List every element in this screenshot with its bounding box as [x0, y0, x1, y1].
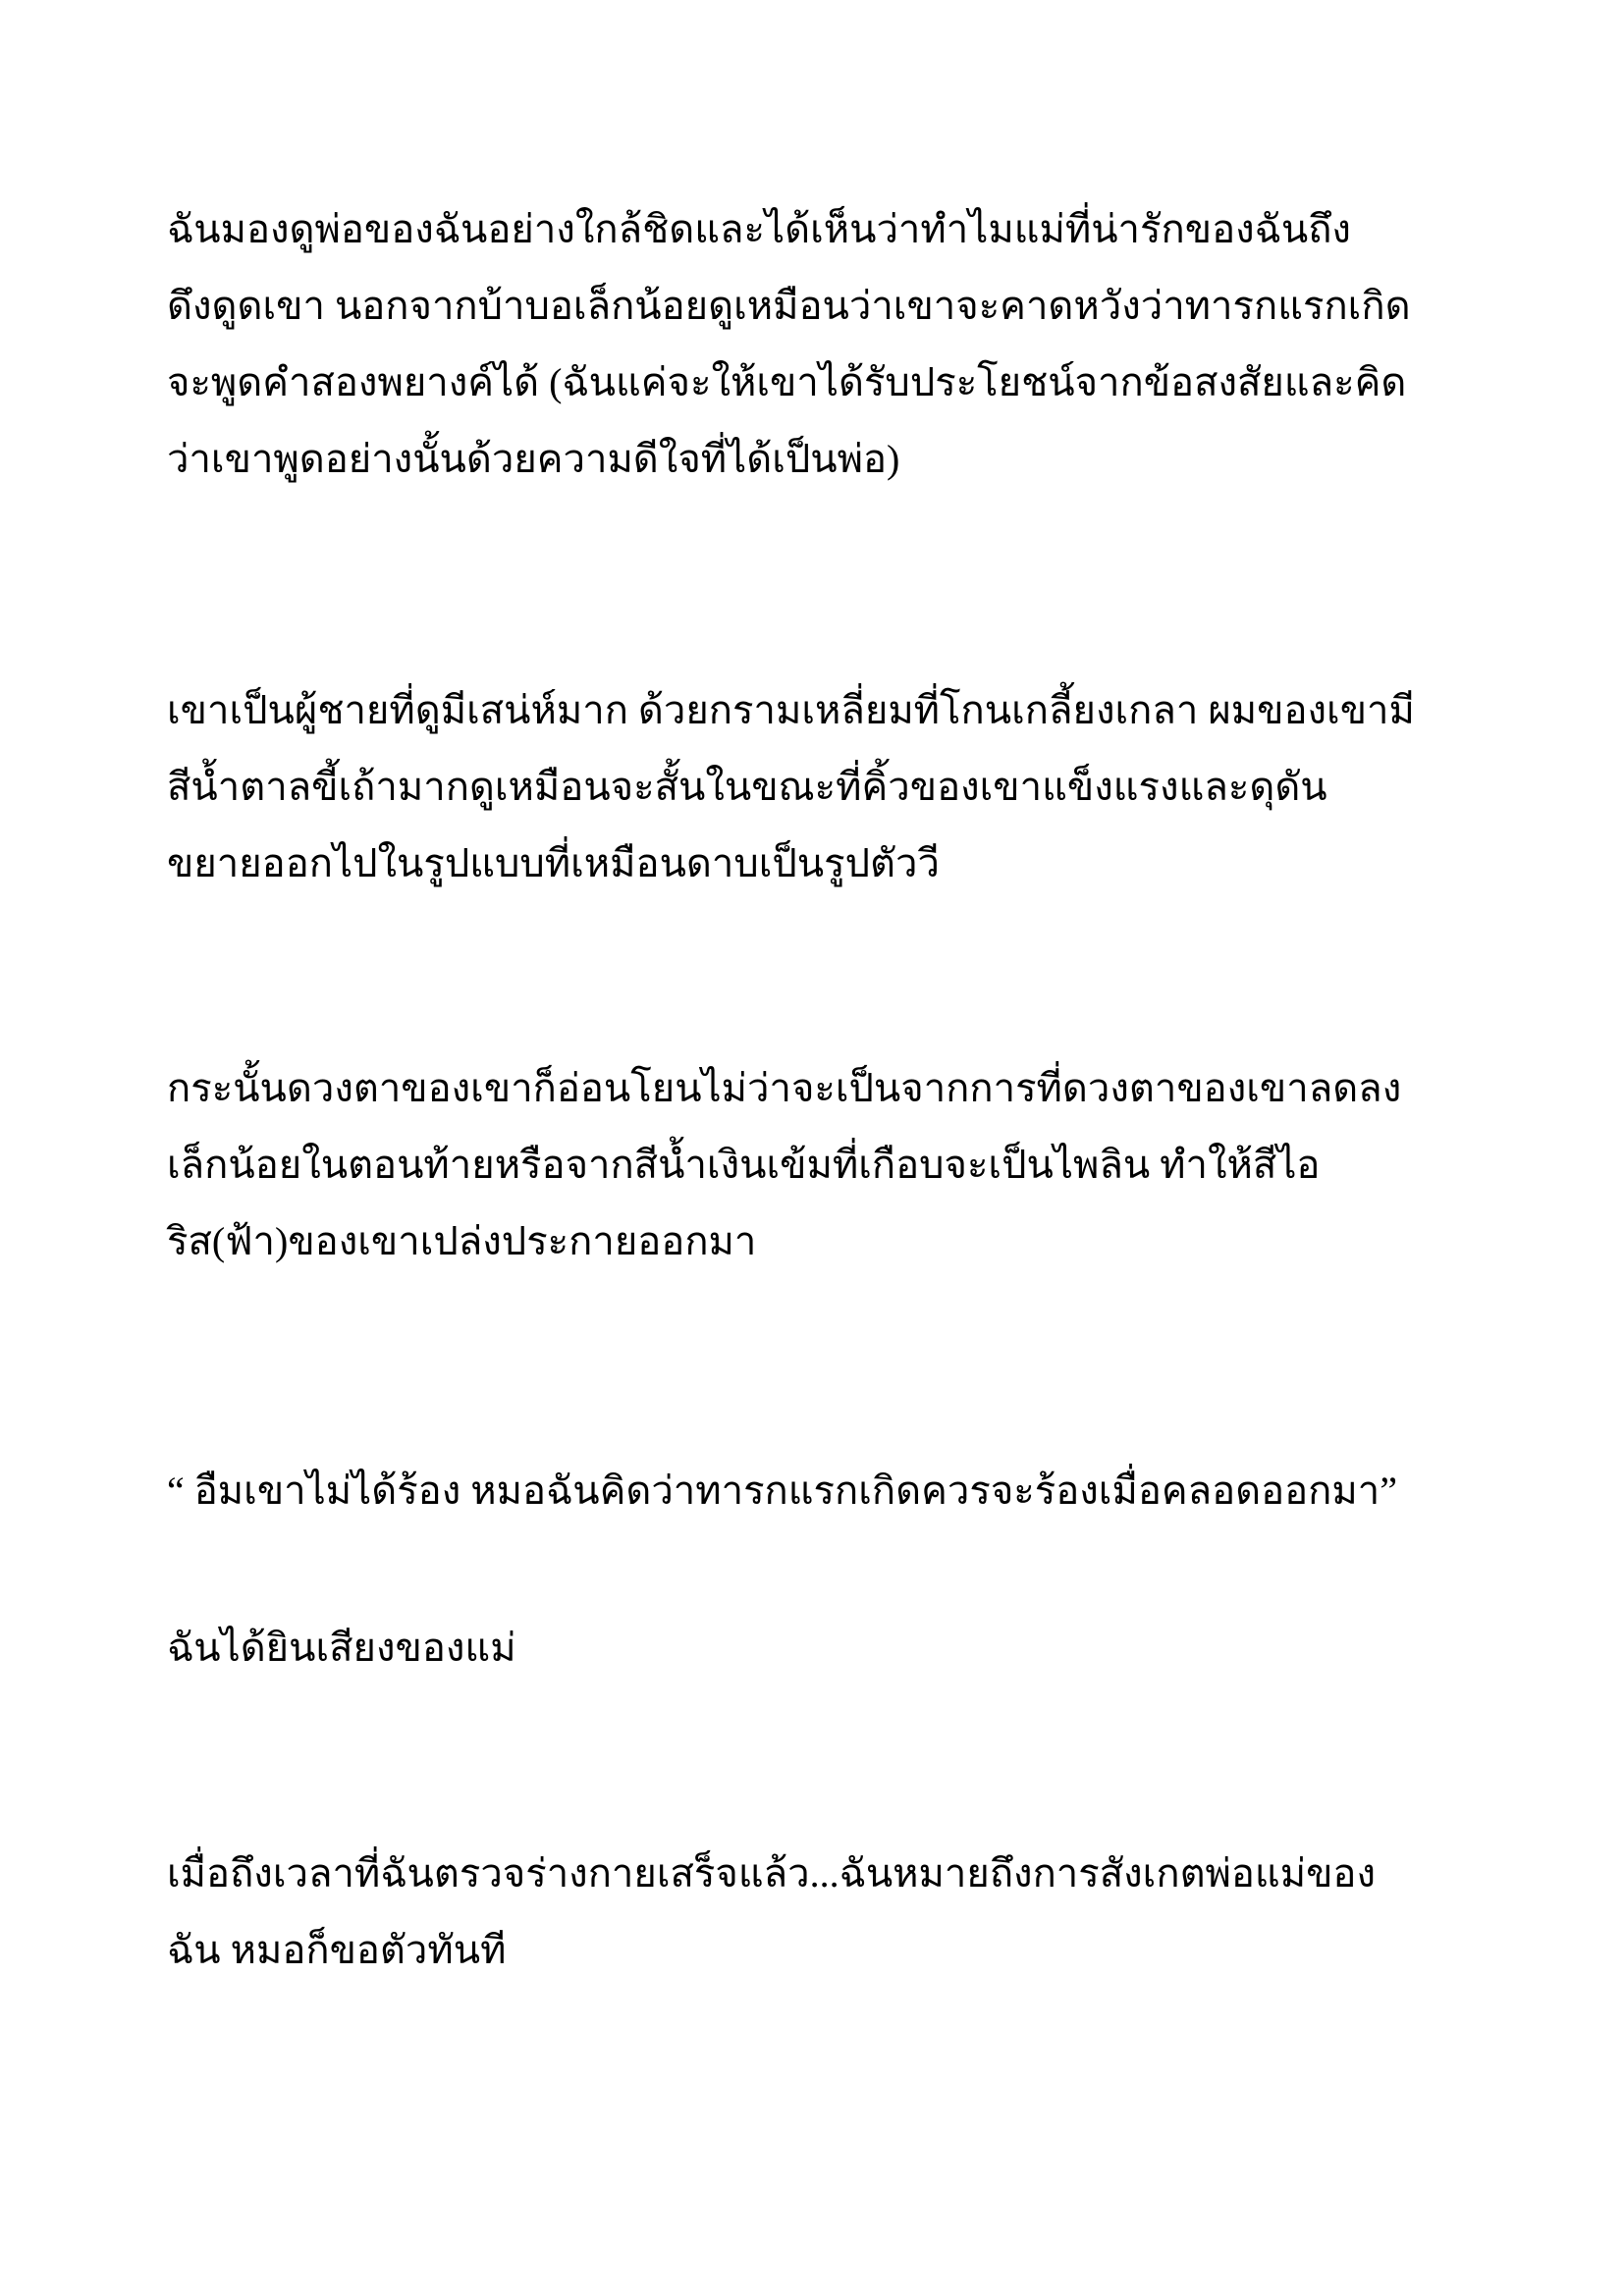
paragraph-3: กระนั้นดวงตาของเขาก็อ่อนโยนไม่ว่าจะเป็นจากการที่ดวงตาของเขาลดลงเล็กน้อยในตอนท้ายหรือจากสีน้ำเงินเข้มที่เกือบจะเป็นไพลิน ทำให้สีไอริส(ฟ้า)ของเขาเปล่งประกายออกมา [167, 1066, 1402, 1263]
paragraph-5: ฉันได้ยินเสียงของแม่ [167, 1626, 516, 1670]
paragraph-2: เขาเป็นผู้ชายที่ดูมีเสน่ห์มาก ด้วยกรามเหลี่ยมที่โกนเกลี้ยงเกลา ผมของเขามีสีน้ำตาลขี้เถ้ามากดูเหมือนจะสั้นในขณะที่คิ้วของเขาแข็งแรงและดุดันขยายออกไปในรูปแบบที่เหมือนดาบเป็นรูปตัววี [167, 688, 1415, 885]
paragraph-1: ฉันมองดูพ่อของฉันอย่างใกล้ชิดและได้เห็นว่าทำไมแม่ที่น่ารักของฉันถึงดึงดูดเขา นอกจากบ้าบอเล็กน้อยดูเหมือนว่าเขาจะคาดหวังว่าทารกแรกเกิดจะพูดคำสองพยางค์ได้ (ฉันแค่จะให้เขาได้รับประโยชน์จากข้อสงสัยและคิดว่าเขาพูดอย่างนั้นด้วยความดีใจที่ได้เป็นพ่อ) [167, 207, 1411, 481]
paragraph-4-quote: “ อืมเขาไม่ได้ร้อง หมอฉันคิดว่าทารกแรกเกิดควรจะร้องเมื่อคลอดออกมา” [167, 1468, 1397, 1513]
paragraph-6: เมื่อถึงเวลาที่ฉันตรวจร่างกายเสร็จแล้ว...ฉันหมายถึงการสังเกตพ่อแม่ของฉัน หมอก็ขอตัวทันที [167, 1851, 1376, 1972]
